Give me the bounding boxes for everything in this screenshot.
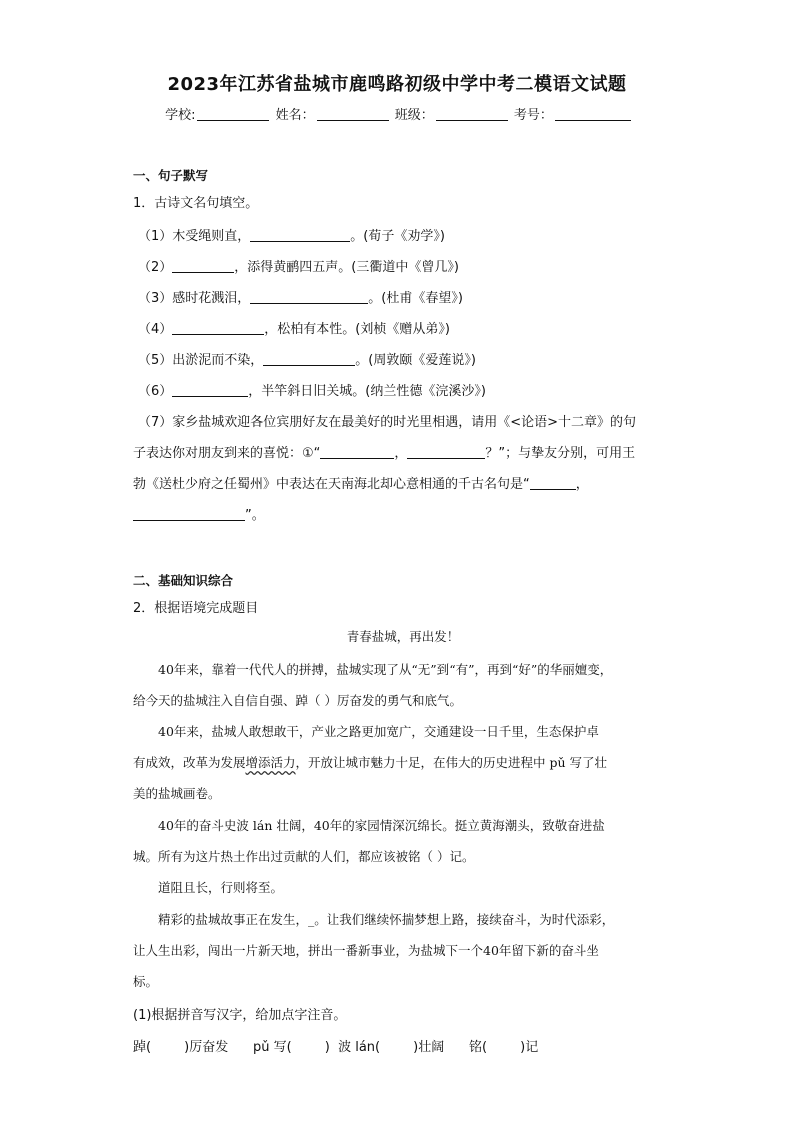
class-label: 班级： [394,108,434,123]
item-3-blank[interactable] [250,290,368,304]
item-6-blank[interactable] [172,383,248,397]
item-1 [138,225,445,244]
item-7-blank-4[interactable] [133,507,245,521]
item-2-text: （2） [138,260,173,275]
item-6 [138,380,486,399]
item-5-source: 。(周敦颐《爱莲说》) [355,353,476,368]
item-7-question: 勃《送杜少府之任蜀州》中表达在天南海北却心意相通的千古名句是“ [133,477,530,492]
item-1-blank[interactable] [250,228,350,242]
school-label: 学校: [165,108,196,123]
item-2 [138,256,459,275]
passage-p5-line-2: 让人生出彩，闯出一片新天地，拼出一番新事业，为盐城下一个40年留下新的奋斗坐 [133,943,599,958]
passage-p2-line-3: 美的盐城画卷。 [133,786,221,801]
item-6-text: （6） [138,384,173,399]
passage-p5-line-1: 精彩的盐城故事正在发生，_。让我们继续怀揣梦想上路，接续奋斗，为时代添彩， [158,912,615,927]
passage-p1-line-1: 40年来，靠着一代代人的拼搏，盐城实现了从“无”到“有”，再到“好”的华丽嬗变， [158,662,613,677]
item-7-line-2 [133,442,635,461]
item-7-tail: ？”；与挚友分别，可用王 [485,446,636,461]
item-5-blank[interactable] [263,352,355,366]
item-7-comma-2: ， [575,477,589,492]
item-7-line-1: （7）家乡盐城欢迎各位宾朋好友在最美好的时光里相遇，请用《<论语>十二章》的句 [138,415,637,430]
pinyin-fill-row[interactable]: 踔( )厉奋发 pǔ 写( ) 波 lán( )壮阔 铭( )记 [133,1040,539,1055]
passage-p3-line-2: 城。所有为这片热土作出过贡献的人们，都应该被铭（ ）记。 [133,849,475,864]
wavy-underlined-phrase: 增添活力 [245,755,296,770]
student-info-row [0,104,794,123]
exam-title: 2023年江苏省盐城市鹿鸣路初级中学中考二模语文试题 [167,74,627,95]
item-7-intro: 子表达你对朋友到来的喜悦：①“ [133,446,321,461]
section-1-heading: 一、句子默写 [133,168,209,183]
passage-p4: 道阻且长，行则将至。 [158,880,284,895]
school-blank[interactable] [197,108,269,121]
sub-question-1: (1)根据拼音写汉字，给加点字注音。 [133,1008,347,1023]
item-7-blank-2[interactable] [407,445,485,459]
item-3-text: （3）感时花溅泪， [138,291,251,306]
item-3-source: 。(杜甫《春望》) [368,291,463,306]
exam-no-blank[interactable] [555,108,631,121]
passage-p5-line-3: 标。 [133,974,159,989]
item-7-line-3 [133,473,589,492]
item-4-source: ，松柏有本性。(刘桢《赠从弟》) [264,322,450,337]
class-blank[interactable] [436,108,508,121]
question-2-prompt: 2．根据语境完成题目 [133,601,259,616]
passage-p2-text-tail: ，开放让城市魅力十足，在伟大的历史进程中 pǔ 写了壮 [295,755,608,770]
question-1-prompt: 1．古诗文名句填空。 [133,196,259,211]
item-7-blank-1[interactable] [320,445,394,459]
passage-p2-line-2 [133,753,673,771]
item-1-source: 。(荀子《劝学》) [350,229,445,244]
passage-p1-line-2: 给今天的盐城注入自信自强、踔（ ）厉奋发的勇气和底气。 [133,693,462,708]
item-5-text: （5）出淤泥而不染， [138,353,264,368]
item-2-source: ，添得黄鹂四五声。(三衢道中《曾几》) [234,260,459,275]
item-5 [138,349,476,368]
item-4-text: （4） [138,322,173,337]
passage-title: 青春盐城，再出发！ [346,629,460,644]
section-2-heading: 二、基础知识综合 [133,573,234,588]
passage-p3-line-1: 40年的奋斗史波 lán 壮阔，40年的家园情深沉绵长。挺立黄海潮头，致敬奋进盐 [158,818,605,833]
passage-p2-text: 有成效，改革为发展 [133,755,246,770]
item-1-text: （1）木受绳则直， [138,229,251,244]
name-label: 姓名： [275,108,315,123]
exam-no-label: 考号： [513,108,553,123]
item-7-comma: ， [394,446,408,461]
item-6-source: ，半竿斜日旧关城。(纳兰性德《浣溪沙》) [248,384,486,399]
item-7-blank-3[interactable] [530,476,576,490]
item-3 [138,287,463,306]
item-7-end: ”。 [245,508,265,523]
item-7-line-4 [133,504,265,523]
passage-p2-line-1: 40年来，盐城人敢想敢干，产业之路更加宽广，交通建设一日千里，生态保护卓 [158,724,599,739]
item-4-blank[interactable] [172,321,264,335]
item-2-blank[interactable] [172,259,234,273]
name-blank[interactable] [317,108,389,121]
item-4 [138,318,450,337]
